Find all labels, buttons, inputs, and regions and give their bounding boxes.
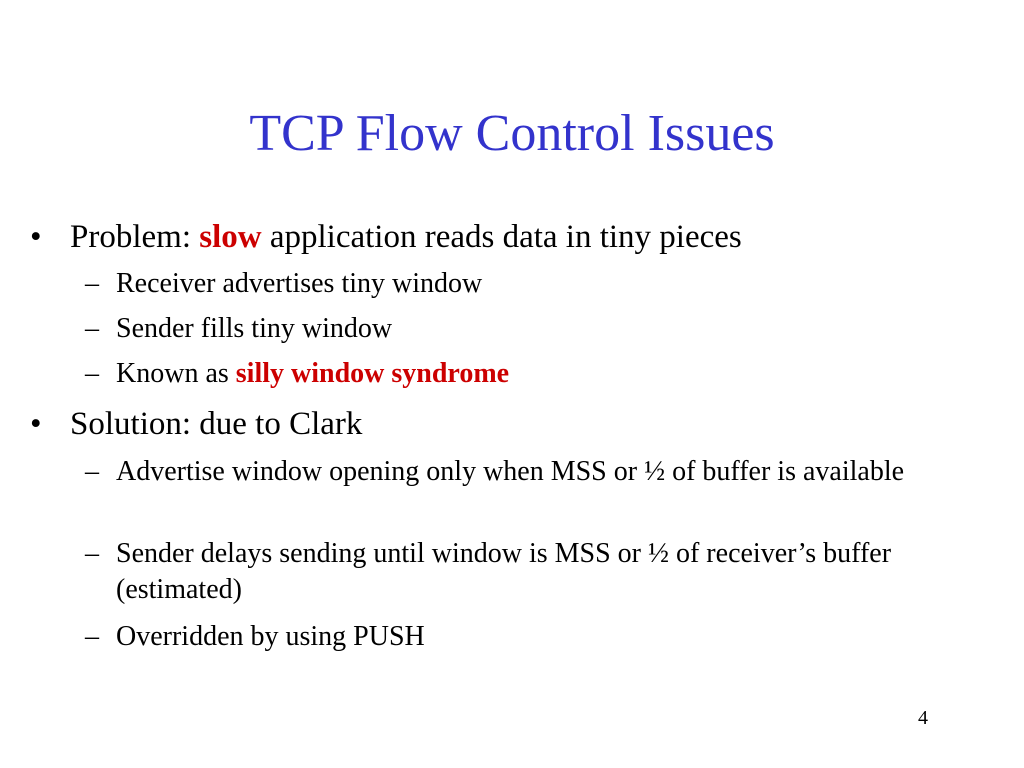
bullet-problem — [30, 217, 742, 257]
dash-marker: – — [85, 313, 99, 344]
subitem-emphasis: silly window syndrome — [235, 358, 510, 389]
bullet-solution — [30, 404, 363, 444]
dash-marker: – — [85, 538, 99, 569]
subitem-text: Advertise window opening only when MSS or ½ of buffer is available — [116, 456, 905, 487]
subitem-text: Overridden by using PUSH — [116, 621, 425, 652]
bullet-suffix: application reads data in tiny pieces — [261, 219, 742, 255]
subitem-text: Receiver advertises tiny window — [116, 268, 483, 299]
dash-marker: – — [85, 456, 99, 487]
bullet-emphasis: slow — [199, 219, 262, 255]
subitem-receiver — [85, 266, 986, 302]
subitem-overridden — [85, 619, 986, 655]
subitem-text: Sender fills tiny window — [116, 313, 393, 344]
bullet-marker: • — [30, 406, 42, 442]
subitem-known-as — [85, 356, 986, 392]
subitem-sender — [85, 311, 986, 347]
bullet-prefix: Problem: — [70, 219, 200, 255]
dash-marker: – — [85, 621, 99, 652]
dash-marker: – — [85, 268, 99, 299]
slide-title: TCP Flow Control Issues — [249, 105, 775, 162]
dash-marker: – — [85, 358, 99, 389]
page-number: 4 — [918, 707, 928, 729]
subitem-sender-delays — [85, 536, 986, 608]
bullet-marker: • — [30, 219, 42, 255]
subitem-prefix: Known as — [116, 358, 236, 389]
subitem-text: Sender delays sending until window is MSS or ½ of receiver’s buffer (estimated) — [116, 538, 892, 605]
subitem-advertise — [85, 454, 986, 490]
bullet-text: Solution: due to Clark — [70, 406, 363, 442]
